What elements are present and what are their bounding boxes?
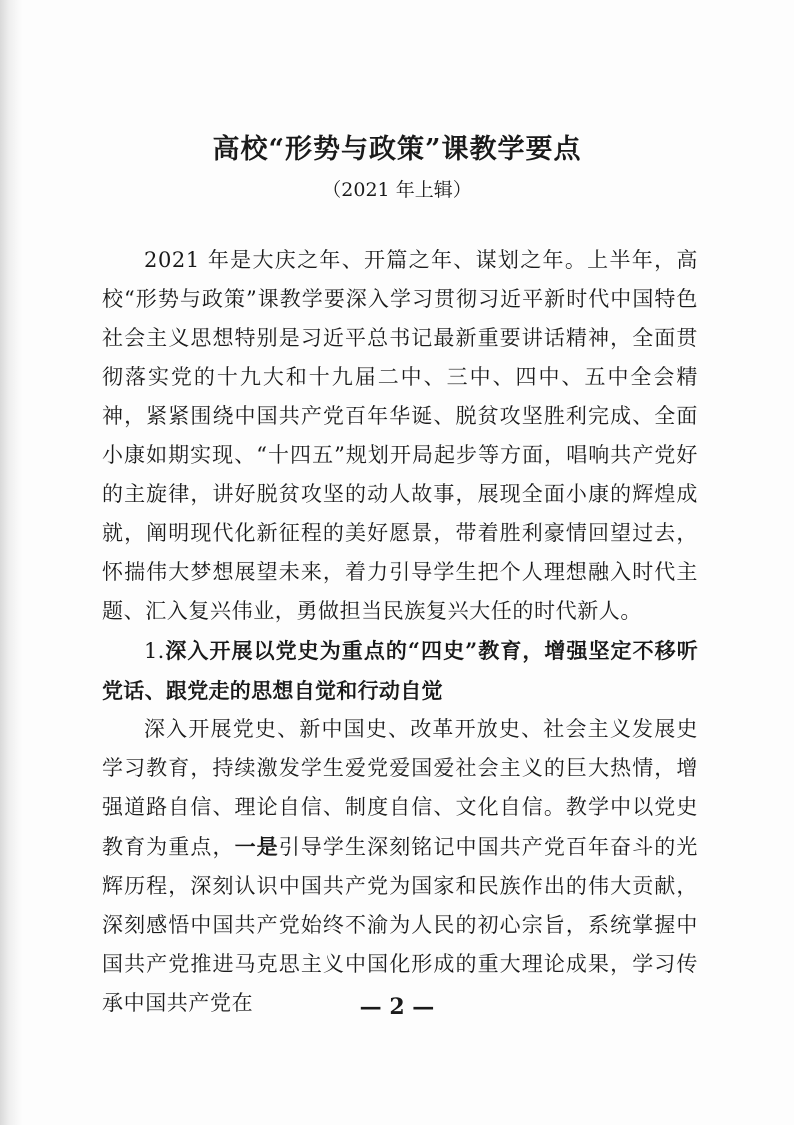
section-heading-text: 深入开展以党史为重点的“四史”教育，增强坚定不移听党话、跟党走的思想自觉和行动自觉: [102, 638, 698, 703]
section-emphasis: 一是: [234, 834, 279, 859]
section-heading: [102, 631, 698, 710]
document-body: [102, 241, 698, 1023]
document-title: 高校“形势与政策”课教学要点: [212, 134, 582, 165]
page-number: — 2 —: [359, 994, 435, 1020]
section-body-before: 深入开展党史、新中国史、改革开放史、社会主义发展史学习教育，持续激发学生爱党爱国爱社会主义的巨大热情，增强道路自信、理论自信、制度自信、文化自信。教学中以党史教育为重点，: [102, 717, 698, 859]
intro-paragraph: 2021 年是大庆之年、开篇之年、谋划之年。上半年，高校“形势与政策”课教学要深入学习贯彻习近平新时代中国特色社会主义思想特别是习近平总书记最新重要讲话精神，全面贯彻落实党的十九大和十九届二中、三中、四中、五中全会精神，紧紧围绕中国共产党百年华诞、脱贫攻坚胜利完成、全面小康如期实现、“十四五”规划开局起步等方面，唱响共产党好的主旋律，讲好脱贫攻坚的动人故事，展现全面小康的辉煌成就，阐明现代化新征程的美好愿景，带着胜利豪情回望过去，怀揣伟大梦想展望未来，着力引导学生把个人理想融入时代主题、汇入复兴伟业，勇做担当民族复兴大任的时代新人。: [102, 248, 698, 623]
section-body-after: 引导学生深刻铭记中国共产党百年奋斗的光辉历程，深刻认识中国共产党为国家和民族作出的伟大贡献，深刻感悟中国共产党始终不渝为人民的初心宗旨，系统掌握中国共产党推进马克思主义中国化形成的重大理论成果，学习传承中国共产党在: [102, 835, 698, 1015]
section-paragraph: [102, 710, 698, 1023]
section-number: 1.: [144, 639, 165, 663]
document-subtitle: （2021 年上辑）: [322, 179, 472, 201]
